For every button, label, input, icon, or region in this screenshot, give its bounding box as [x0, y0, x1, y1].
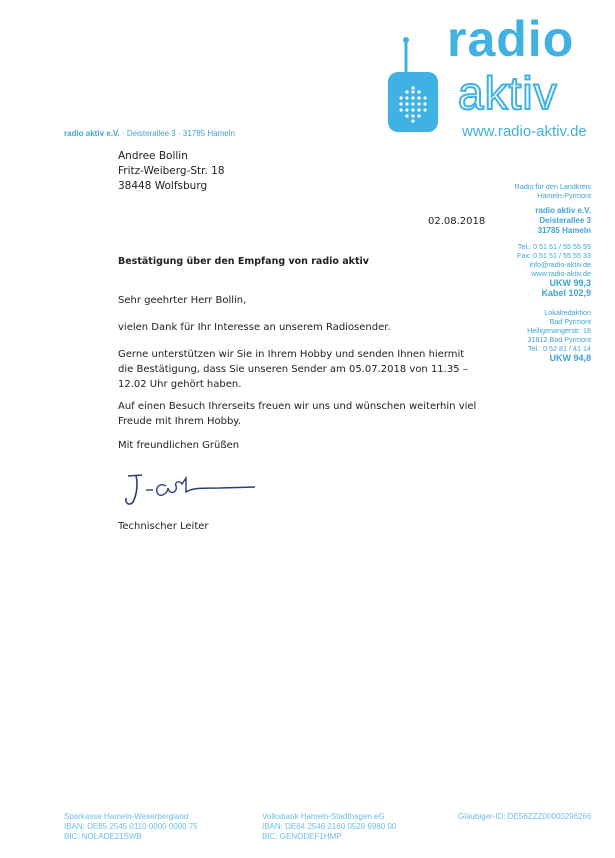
- sidebar-kabel: Kabel 102,9: [541, 288, 591, 298]
- footer-creditor-id: Gläubiger-ID: DE56ZZZ00000296266: [458, 812, 592, 821]
- sidebar-local-tel: Tel.: 0 52 81 / 41 14: [527, 344, 591, 353]
- logo-url: www.radio-aktiv.de: [462, 123, 587, 140]
- signer-title: Technischer Leiter: [118, 521, 209, 532]
- letter-paragraph-1: vielen Dank für Ihr Interesse an unserem Radiosender.: [118, 322, 391, 333]
- sender-address: · Deisterallee 3 · 31785 Hameln: [119, 129, 235, 138]
- sidebar-local-street: Heiligenangerstr. 18: [527, 326, 591, 335]
- footer-bank-2-bic: BIC: GENODEF1HMP: [262, 832, 342, 841]
- sidebar-tagline-1: Radio für den Landkreis: [514, 182, 591, 191]
- sidebar-city: 31785 Hameln: [537, 226, 591, 235]
- letter-closing: Mit freundlichen Grüßen: [118, 440, 240, 451]
- sidebar-ukw: UKW 99,3: [549, 278, 591, 288]
- footer-bank-2-iban: IBAN: DE84 2546 2160 0528 6980 00: [262, 822, 397, 831]
- recipient-name: Andree Bollin: [118, 150, 188, 162]
- recipient-address: [118, 149, 225, 194]
- sidebar-info: [461, 182, 591, 363]
- footer-bank-1: [64, 812, 198, 842]
- sidebar-tagline-2: Hameln-Pyrmont: [537, 191, 591, 200]
- letter-date: 02.08.2018: [428, 216, 486, 227]
- sender-line: [64, 129, 235, 138]
- footer-bank-2: [262, 812, 396, 842]
- letter-paragraph-2: Gerne unterstützen wir Sie in Ihrem Hobby und senden Ihnen hiermit die Bestätigung, dass Sie unseren Sender am 05.07.2018 von 11.35 – 12.02 Uhr gehört haben.: [118, 349, 468, 390]
- sidebar-tel: Tel.: 0 51 51 / 55 55 55: [517, 242, 591, 251]
- sidebar-web: www.radio-aktiv.de: [531, 269, 591, 278]
- footer-bank-2-name: Volksbank Hameln-Stadthagen eG: [262, 812, 385, 821]
- sender-name: radio aktiv e.V.: [64, 129, 120, 138]
- handwritten-signature: [120, 470, 260, 514]
- sidebar-local-ukw: UKW 94,8: [549, 353, 591, 363]
- footer-bank-1-bic: BIC: NOLADE21SWB: [64, 832, 142, 841]
- sidebar-local-title: Lokalredaktion: [544, 308, 591, 317]
- footer-bank-1-name: Sparkasse Hameln-Weserbergland: [64, 812, 189, 821]
- recipient-street: Fritz-Weiberg-Str. 18: [118, 165, 225, 177]
- letter-subject: Bestätigung über den Empfang von radio aktiv: [118, 256, 369, 267]
- sidebar-local-place: Bad Pyrmont: [549, 317, 591, 326]
- sidebar-email: info@radio-aktiv.de: [529, 260, 591, 269]
- sidebar-local-city: 31812 Bad Pyrmont: [527, 335, 591, 344]
- letter-paragraph-3: Auf einen Besuch Ihrerseits freuen wir uns und wünschen weiterhin viel Freude mit Ihrem Hobby.: [118, 401, 477, 427]
- logo-word-radio: radio: [447, 11, 575, 67]
- recipient-city: 38448 Wolfsburg: [118, 180, 208, 192]
- footer-bank-1-iban: IBAN: DE85 2545 0110 0000 0000 75: [64, 822, 198, 831]
- sidebar-street: Deisterallee 3: [539, 216, 591, 225]
- radio-icon: [386, 28, 446, 144]
- sidebar-fax: Fax: 0 51 51 / 55 55 33: [517, 251, 591, 260]
- logo-word-aktiv: aktiv: [458, 67, 558, 119]
- sidebar-org: radio aktiv e.V.: [535, 206, 591, 215]
- letter-salutation: Sehr geehrter Herr Bollin,: [118, 295, 247, 306]
